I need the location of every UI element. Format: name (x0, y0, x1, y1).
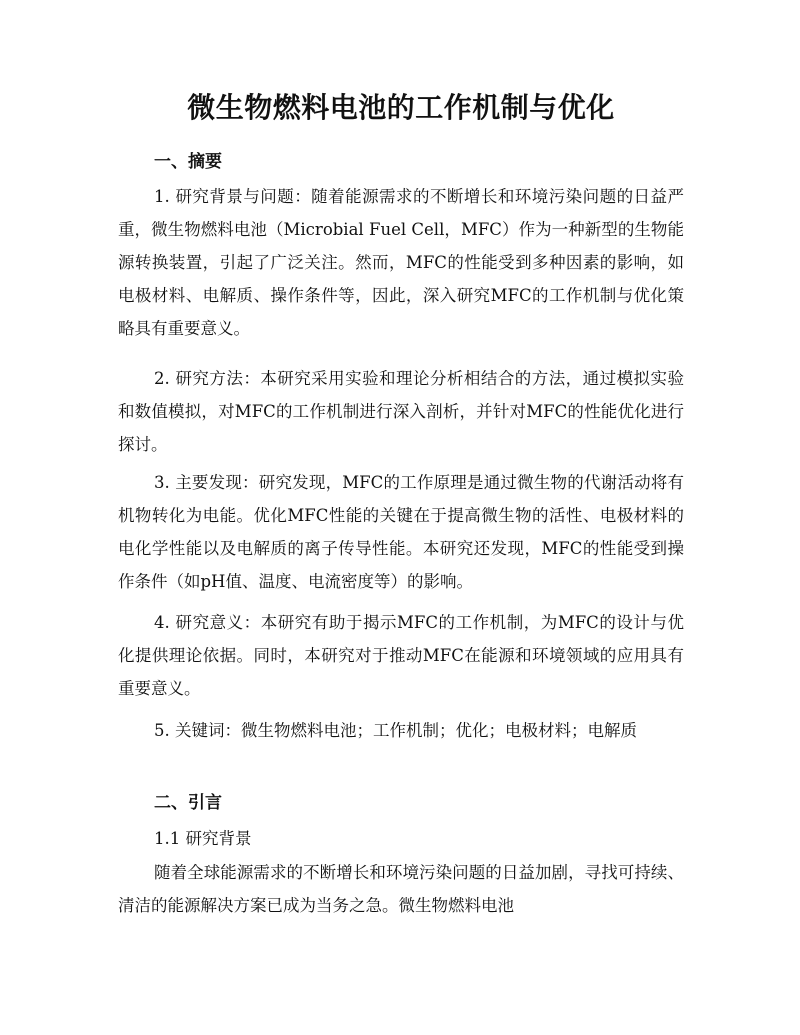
abstract-item-significance: 4. 研究意义：本研究有助于揭示MFC的工作机制，为MFC的设计与优化提供理论依据。同时，本研究对于推动MFC在能源和环境领域的应用具有重要意义。 (118, 613, 684, 698)
abstract-item-background: 1. 研究背景与问题：随着能源需求的不断增长和环境污染问题的日益严重，微生物燃料电池（Microbial Fuel Cell，MFC）作为一种新型的生物能源转换装置，引起了广泛关注。然而，MFC的性能受到多种因素的影响，如电极材料、电解质、操作条件等，因此，深入研究MFC的工作机制与优化策略具有重要意义。 (118, 187, 684, 338)
abstract-item-findings: 3. 主要发现：研究发现，MFC的工作原理是通过微生物的代谢活动将有机物转化为电能。优化MFC性能的关键在于提高微生物的活性、电极材料的电化学性能以及电解质的离子传导性能。本研究还发现，MFC的性能受到操作条件（如pH值、温度、电流密度等）的影响。 (118, 473, 684, 591)
abstract-heading: 一、摘要 (154, 152, 222, 172)
introduction-heading: 二、引言 (154, 793, 222, 813)
introduction-paragraph: 随着全球能源需求的不断增长和环境污染问题的日益加剧，寻找可持续、清洁的能源解决方案已成为当务之急。微生物燃料电池 (118, 863, 684, 915)
introduction-subheading: 1.1 研究背景 (154, 829, 252, 848)
document-title: 微生物燃料电池的工作机制与优化 (187, 91, 615, 124)
abstract-item-keywords: 5. 关键词：微生物燃料电池；工作机制；优化；电极材料；电解质 (154, 721, 637, 740)
abstract-item-method: 2. 研究方法：本研究采用实验和理论分析相结合的方法，通过模拟实验和数值模拟，对MFC的工作机制进行深入剖析，并针对MFC的性能优化进行探讨。 (118, 369, 684, 454)
